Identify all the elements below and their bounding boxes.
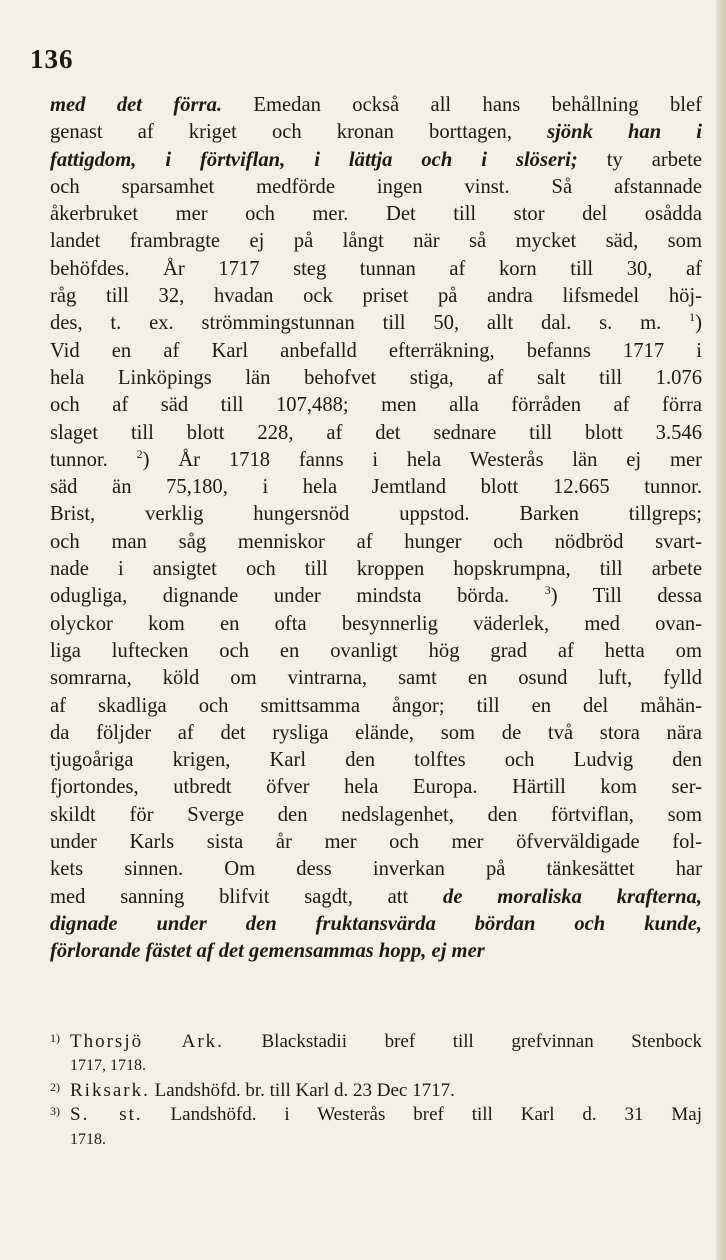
text-line	[50, 283, 702, 310]
text-segment: olyckor kom en ofta besynnerlig väderlek, med ovan-	[50, 612, 702, 635]
text-line	[50, 529, 702, 556]
footnote-text: Landshöfd. i Westerås bref till Karl d. 31 Maj	[142, 1104, 702, 1126]
text-segment: säd än 75,180, i hela Jemtland blott 12.665 tunnor.	[50, 476, 702, 499]
text-line	[50, 693, 702, 720]
text-line	[50, 420, 702, 447]
text-line	[50, 338, 702, 365]
footnote-source: S. st.	[70, 1104, 143, 1126]
text-line	[50, 556, 702, 583]
text-segment: kets sinnen. Om dess inverkan på tänkesättet har	[50, 858, 702, 881]
text-line	[50, 638, 702, 665]
text-segment: odugliga, dignande under mindsta börda.	[50, 585, 545, 608]
text-segment: ) År 1718 fanns i hela Westerås län ej mer	[142, 448, 702, 471]
footnote-reference: 2	[136, 447, 143, 461]
footnote	[50, 1079, 702, 1103]
text-segment: Vid en af Karl anbefalld efterräkning, befanns 1717 i	[50, 339, 702, 362]
footnote-line	[70, 1079, 702, 1103]
text-segment: tunnor.	[50, 448, 137, 471]
text-segment: landet frambragte ej på långt när så mycket säd, som	[50, 230, 702, 253]
footnote-mark: 3)	[50, 1104, 60, 1119]
text-segment: ) Till dessa	[550, 585, 702, 608]
text-line	[50, 720, 702, 747]
footnote-source: Thorsjö Ark.	[70, 1031, 224, 1052]
text-segment: da följder af det rysliga elände, som de två stora nära	[50, 721, 702, 744]
text-segment: Emedan också all hans behållning blef	[222, 94, 702, 116]
footnote	[50, 1103, 702, 1152]
text-segment: nade i ansigtet och till kroppen hopskrumpna, till arbete	[50, 558, 702, 581]
text-line	[50, 228, 702, 255]
text-line	[50, 938, 702, 965]
text-line	[50, 201, 702, 228]
text-line	[50, 147, 702, 174]
text-line	[50, 802, 702, 829]
italic-text: dignade under den fruktansvärda bördan och kunde,	[50, 912, 702, 935]
page-edge	[716, 0, 726, 1260]
footnote-text: Landshöfd. br. till Karl d. 23 Dec 1717.	[149, 1079, 455, 1101]
text-segment: råg till 32, hvadan ock priset på andra lifsmedel höj-	[50, 285, 702, 308]
text-line	[50, 474, 702, 501]
text-segment: ty arbete	[577, 148, 702, 171]
text-line	[50, 583, 702, 610]
text-line	[50, 774, 702, 801]
italic-text: med det förra.	[50, 94, 223, 116]
text-line	[50, 747, 702, 774]
text-line	[50, 256, 702, 283]
footnote	[50, 1030, 702, 1079]
text-segment: och man såg menniskor af hunger och nödbröd svart-	[50, 530, 702, 553]
text-segment: tjugoåriga krigen, Karl den tolftes och Ludvig den	[50, 749, 702, 772]
text-line	[50, 310, 702, 337]
text-segment: skildt för Sverge den nedslagenhet, den förtviflan, som	[50, 803, 702, 826]
text-line	[50, 119, 702, 146]
footnote-reference: 1	[689, 310, 696, 325]
text-line	[50, 611, 702, 638]
text-segment: slaget till blott 228, af det sednare till blott 3.546	[50, 421, 702, 444]
text-segment: des, t. ex. strömmingstunnan till 50, allt dal. s. m.	[50, 312, 690, 335]
footnote-continuation: 1718.	[70, 1130, 106, 1148]
text-line	[50, 884, 702, 911]
text-line	[50, 365, 702, 392]
text-segment: hela Linköpings län behofvet stiga, af salt till 1.076	[50, 366, 702, 389]
footnote-line	[70, 1103, 702, 1127]
body-text	[50, 92, 702, 966]
text-segment: och sparsamhet medförde ingen vinst. Så afstannade	[50, 175, 702, 198]
text-line	[50, 665, 702, 692]
footnote-continuation: 1717, 1718.	[70, 1057, 146, 1075]
text-segment: )	[695, 312, 702, 335]
text-line	[50, 856, 702, 883]
text-segment: af skadliga och smittsamma ångor; till en del måhän-	[50, 694, 702, 717]
text-line	[50, 829, 702, 856]
text-line	[50, 92, 702, 119]
text-line	[50, 911, 702, 938]
text-segment: med sanning blifvit sagdt, att	[50, 885, 444, 908]
footnote-reference: 3	[544, 583, 551, 598]
footnote-mark: 2)	[50, 1079, 60, 1094]
footnotes	[50, 1030, 702, 1152]
text-line	[50, 447, 702, 474]
italic-text: de moraliska krafterna,	[443, 885, 702, 908]
italic-text: sjönk han i	[547, 121, 702, 144]
text-segment: Brist, verklig hungersnöd uppstod. Barken tillgreps;	[50, 503, 702, 526]
text-line	[50, 174, 702, 201]
footnote-mark: 1)	[50, 1031, 60, 1045]
italic-text: fattigdom, i förtviflan, i lättja och i slöseri;	[50, 148, 578, 171]
footnote-source: Riksark.	[70, 1079, 150, 1101]
text-line	[50, 501, 702, 528]
footnote-text: Blackstadii bref till grefvinnan Stenbock	[223, 1031, 702, 1052]
italic-text: förlorande fästet af det gemensammas hopp, ej mer	[50, 940, 485, 963]
text-segment: genast af kriget och kronan borttagen,	[50, 121, 548, 144]
footnote-line	[70, 1030, 702, 1054]
text-segment: liga luftecken och en ovanligt hög grad af hetta om	[50, 639, 702, 662]
text-segment: somrarna, köld om vintrarna, samt en osund luft, fylld	[50, 667, 702, 690]
text-segment: fjortondes, utbredt öfver hela Europa. Härtill kom ser-	[50, 776, 702, 799]
text-segment: behöfdes. År 1717 steg tunnan af korn till 30, af	[50, 257, 702, 280]
text-segment: åkerbruket mer och mer. Det till stor del osådda	[50, 203, 702, 226]
text-line	[50, 392, 702, 419]
text-segment: och af säd till 107,488; men alla förråden af förra	[50, 394, 702, 417]
text-segment: under Karls sista år mer och mer öfverväldigade fol-	[50, 831, 702, 854]
page-number: 136	[30, 44, 74, 74]
